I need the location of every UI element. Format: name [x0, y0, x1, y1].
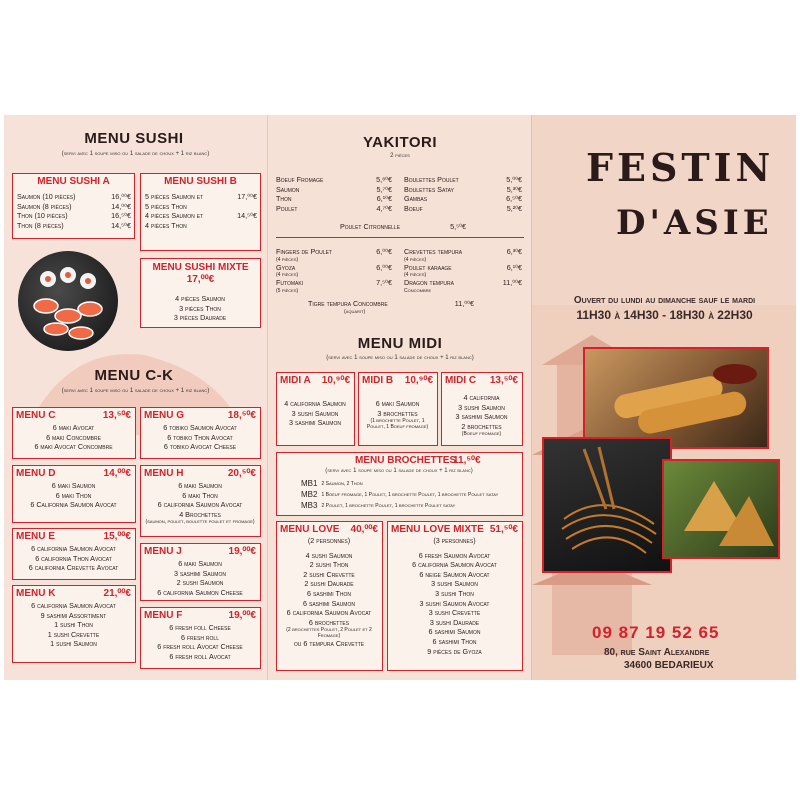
menu-midi-a-price: 10,⁹⁰€ — [321, 375, 350, 386]
brochette-row — [301, 500, 519, 511]
item-price: 16,⁵⁰€ — [111, 211, 131, 221]
menu-menu-d — [12, 465, 136, 523]
list-item: 3 sushi Saumon Avocat — [419, 598, 490, 608]
menu-row — [276, 247, 392, 257]
midi-subtitle: (servi avec 1 soupe miso ou 1 salade de choux + 1 riz blanc) — [326, 355, 474, 361]
menu-row — [404, 185, 522, 195]
list-item: 6 maki Saumon — [51, 481, 96, 490]
menu-name: MENU K — [16, 588, 56, 599]
menu-menu-j — [140, 543, 261, 601]
menu-row — [276, 204, 392, 214]
yakitori-left-list-2 — [276, 247, 392, 294]
menu-row — [276, 194, 392, 204]
menu-row — [276, 185, 392, 195]
midi-title: MENU MIDI — [357, 335, 443, 352]
list-item: 6 sashimi Saumon — [428, 627, 481, 637]
item-note: (4 pièces) — [404, 256, 427, 263]
menu-name: MENU G — [144, 410, 184, 421]
item-name: Saumon (8 pièces) — [17, 201, 72, 211]
item-name: Gyoza — [276, 262, 296, 272]
menu-sushi-mixte-price: 17,⁰⁰€ — [186, 274, 215, 285]
item-price: 14,⁵⁰€ — [237, 211, 257, 221]
list-item: 6 california Saumon Avocat — [157, 500, 243, 510]
persons-label: (3 personnes) — [433, 536, 476, 545]
list-item: 4 sushi Saumon — [305, 550, 353, 560]
list-item: 6 maki Thon — [55, 490, 92, 500]
menu-row — [17, 202, 131, 212]
item-note: (Boeuf fromage) — [461, 431, 502, 438]
item-note: (4 pièces) — [404, 272, 427, 279]
menu-row — [17, 221, 131, 231]
sushi-title: MENU SUSHI — [84, 130, 184, 147]
menu-sushi-b-items — [145, 192, 257, 230]
menu-items — [13, 423, 134, 452]
menu-love-mixte-price: 51,⁵⁰€ — [489, 524, 518, 535]
list-item: 3 sashimi Saumon — [174, 568, 226, 578]
list-item: 3 sashimi Saumon — [289, 418, 341, 428]
list-item: 2 brochettes — [461, 421, 502, 431]
opening-days: Ouvert du lundi au dimanche sauf le mardi — [573, 295, 756, 306]
item-name: Boulettes Poulet — [404, 175, 459, 184]
list-item: 6 fresh roll — [181, 632, 219, 642]
item-name: Gambas — [404, 194, 428, 204]
list-item: 6 fresh Saumon Avocat — [418, 550, 491, 560]
item-name: Poulet karaage — [404, 262, 452, 272]
item-price: 5,⁵⁰€ — [450, 222, 466, 231]
brand-name-2: D'ASIE — [616, 203, 773, 243]
list-item: 6 maki Avocat — [52, 423, 95, 432]
list-item: 6 tobiko Avocat Cheese — [163, 442, 237, 452]
list-item: 2 sushi Saumon — [176, 578, 224, 588]
menu-midi-b-items — [359, 399, 436, 430]
item-name: Futomaki — [276, 278, 304, 288]
list-item: 6 brochettes — [308, 617, 350, 627]
brand-name-1: FESTIN — [586, 145, 775, 190]
menu-items — [141, 423, 259, 452]
ck-subtitle: (servi avec 1 soupe miso ou 1 salade de choux + 1 riz blanc) — [61, 388, 210, 394]
panel-sushi-ck — [4, 115, 267, 680]
list-item: 6 tobiko Thon Avocat — [167, 432, 233, 442]
item-price: 5,⁸⁰€ — [376, 175, 392, 184]
item-price: 11,⁰⁰€ — [454, 299, 474, 308]
list-item: 2 sushi Thon — [309, 560, 349, 570]
item-name: Poulet Citronnelle — [340, 222, 401, 231]
item-name: 4 pièces Thon — [145, 220, 187, 230]
menu-brochettes-title: MENU BROCHETTES — [355, 455, 457, 466]
item-name: Thon (10 pièces) — [17, 211, 68, 221]
list-item: 9 pièces de Gyoza — [427, 646, 482, 656]
menu-love-mixte-title: MENU LOVE MIXTE — [391, 524, 484, 535]
item-price: 17,⁰⁰€ — [237, 192, 257, 201]
item-name: Boulettes Satay — [404, 184, 454, 194]
menu-row — [145, 211, 257, 221]
list-item: 6 california Saumon Avocat — [31, 601, 116, 610]
yakitori-tigre — [308, 299, 474, 315]
menu-love — [276, 521, 383, 671]
list-item: 6 california Saumon Avocat — [412, 560, 497, 570]
menu-items — [141, 623, 259, 661]
yakitori-right-list-2 — [404, 247, 522, 294]
item-price: 11,⁰⁰€ — [502, 278, 522, 288]
item-note: (4 pièces) — [276, 272, 299, 279]
address-line-1: 80, rue Saint Alexandre — [604, 647, 710, 658]
menu-row — [404, 263, 522, 273]
item-name: Boeuf — [404, 203, 423, 213]
list-item: 4 Brochettes — [179, 509, 221, 519]
menu-name: MENU E — [16, 531, 55, 542]
menu-menu-k — [12, 585, 136, 663]
sushi-photo — [18, 251, 118, 351]
list-item: 6 maki Saumon — [375, 399, 420, 408]
list-item: 9 sashimi Assortiment — [40, 610, 107, 620]
opening-hours: 11H30 à 14H30 - 18H30 à 22H30 — [576, 308, 753, 322]
menu-brochettes-subtitle: (servi avec 1 soupe miso ou 1 salade de choux + 1 riz blanc) — [325, 468, 473, 474]
list-item: 6 california Crevette Avocat — [28, 563, 119, 573]
menu-price: 19,⁰⁰€ — [228, 610, 256, 621]
item-price: 6,⁰⁰€ — [376, 262, 392, 272]
brochette-desc: 2 Saumon, 2 Thon — [321, 480, 363, 487]
menu-price: 18,⁵⁰€ — [227, 410, 256, 421]
menu-name: MENU F — [144, 610, 183, 621]
list-item: 4 pièces Saumon — [175, 294, 225, 303]
yakitori-left-list — [276, 175, 392, 213]
item-name: 4 pièces Saumon et — [145, 211, 204, 221]
menu-midi-c-price: 13,⁵⁰€ — [489, 375, 518, 386]
menu-sushi-a-items — [17, 192, 131, 230]
menu-midi-c-name: MIDI C — [445, 375, 477, 386]
list-item: 6 maki Avocat Concombre — [34, 442, 113, 452]
menu-sushi-a — [12, 173, 135, 239]
menu-row — [145, 221, 257, 231]
menu-items — [13, 544, 134, 573]
divider — [276, 237, 524, 238]
yakitori-title: YAKITORI — [362, 134, 438, 151]
menu-row — [276, 263, 392, 273]
menu-row — [404, 204, 522, 214]
list-item: 6 sashimi Thon — [307, 588, 351, 598]
menu-sushi-mixte-title: MENU SUSHI MIXTE — [152, 262, 249, 273]
menu-row — [17, 192, 131, 202]
list-item: ou 6 tempura Crevette — [293, 639, 365, 649]
menu-menu-h — [140, 465, 261, 537]
menu-menu-e — [12, 528, 136, 580]
menu-row — [276, 175, 392, 185]
list-item: 3 pièces Thon — [179, 303, 221, 313]
menu-price: 21,⁰⁰€ — [103, 588, 131, 599]
item-name: Saumon — [276, 184, 300, 194]
list-item: 6 maki Thon — [182, 490, 218, 500]
yakitori-right-list — [404, 175, 522, 213]
item-name: Crevettes tempura — [404, 247, 463, 256]
menu-items — [13, 601, 134, 649]
list-item: 6 california Saumon Cheese — [157, 587, 243, 597]
item-price: 5,³⁰€ — [506, 184, 522, 194]
menu-love-items — [277, 536, 381, 649]
menu-menu-c — [12, 407, 136, 459]
list-item: 6 maki Saumon — [178, 559, 222, 568]
menu-sushi-mixte-items — [141, 294, 259, 323]
item-price: 6,¹⁰€ — [506, 262, 522, 272]
menu-brochettes-price: 11,⁵⁰€ — [453, 455, 481, 466]
item-price: 14,⁰⁰€ — [111, 201, 131, 211]
brochette-row — [301, 478, 519, 489]
menu-midi-c-items — [442, 393, 521, 437]
item-name: Dragon tempura — [404, 278, 454, 288]
list-item: 6 maki Saumon — [178, 481, 222, 490]
list-item: 3 sashimi Saumon — [455, 412, 508, 422]
list-item: 3 sushi Thon — [435, 588, 474, 598]
list-item: 6 maki Concombre — [46, 432, 101, 442]
phone-number: 09 87 19 52 65 — [592, 623, 720, 642]
list-item: 6 fresh roll Avocat — [169, 651, 231, 661]
menu-sushi-a-title: MENU SUSHI A — [37, 176, 110, 187]
list-item: 4 california Saumon — [284, 399, 346, 408]
list-item: 6 fresh foll Cheese — [169, 623, 231, 632]
menu-items — [141, 559, 259, 597]
item-price: 16,⁰⁰€ — [111, 192, 131, 201]
brochette-desc: 2 Poulet, 1 brochette Poulet, 1 brochette Poulet satay — [321, 502, 456, 509]
menu-row — [404, 278, 522, 288]
menu-midi-a — [276, 372, 355, 446]
item-price: 6,⁵⁰€ — [506, 194, 522, 204]
list-item: 6 neige Saumon Avocat — [419, 569, 490, 579]
list-item: 6 fresh roll Avocat Cheese — [157, 642, 243, 652]
menu-midi-a-name: MIDI A — [280, 375, 311, 386]
item-note: (5 pièces) — [276, 287, 299, 294]
menu-price: 20,⁵⁰€ — [227, 468, 256, 479]
item-price: 5,⁷⁰€ — [376, 184, 392, 194]
list-item: 6 tobiko Saumon Avocat — [163, 423, 237, 432]
brochette-code: MB1 — [301, 479, 318, 488]
menu-row — [17, 211, 131, 221]
menu-sushi-b — [140, 173, 261, 251]
menu-row — [145, 192, 257, 202]
menu-midi-b — [358, 372, 438, 446]
item-price: 4,⁷⁰€ — [376, 203, 392, 213]
list-item: 3 pièces Daurade — [173, 313, 227, 323]
menu-price: 15,⁰⁰€ — [103, 531, 131, 542]
item-name: Fingers de Poulet — [276, 247, 332, 256]
item-price: 6,¹⁰€ — [376, 194, 392, 204]
list-item: 3 sushi Saumon — [431, 579, 478, 589]
menu-name: MENU J — [144, 546, 182, 557]
item-note: (4 pièces) — [276, 256, 299, 263]
item-name: Boeuf Fromage — [276, 175, 324, 184]
menu-midi-b-name: MIDI B — [362, 375, 394, 386]
brochette-code: MB3 — [301, 501, 318, 510]
list-item: 1 sushi Crevette — [47, 629, 100, 639]
brochette-desc: 1 Boeuf fromage, 1 Poulet, 1 brochette Poulet, 1 brochette Poulet satay — [321, 491, 499, 498]
persons-label: (2 personnes) — [307, 536, 351, 545]
menu-sushi-b-title: MENU SUSHI B — [164, 176, 237, 187]
menu-midi-c — [441, 372, 523, 446]
yakitori-citronnelle — [340, 222, 466, 232]
list-item: 1 sushi Saumon — [50, 639, 97, 649]
menu-name: MENU D — [16, 468, 56, 479]
menu-row — [404, 247, 522, 257]
samosa-photo — [662, 459, 780, 559]
list-item: 6 california Saumon Avocat — [31, 544, 116, 553]
item-name: Thon (8 pièces) — [17, 220, 64, 230]
item-price: 5,⁰⁰€ — [506, 175, 522, 184]
list-item: 3 sushi Saumon — [458, 402, 505, 412]
menu-items — [13, 481, 134, 510]
item-name: 5 pièces Saumon et — [145, 192, 204, 201]
address-line-2: 34600 BEDARIEUX — [624, 660, 714, 671]
item-name: Thon — [276, 194, 292, 204]
menu-midi-a-items — [277, 399, 353, 428]
list-item: 6 sashimi Thon — [432, 636, 477, 646]
menu-sushi-mixte — [140, 258, 261, 328]
brochette-row — [301, 489, 519, 500]
menu-menu-f — [140, 607, 261, 669]
menu-row — [404, 194, 522, 204]
item-name: Tigre tempura Concombre — [308, 299, 388, 308]
menu-items — [141, 481, 259, 525]
list-item: 2 sushi Daurade — [304, 579, 354, 589]
menu-price: 19,⁰⁰€ — [228, 546, 256, 557]
menu-row — [276, 278, 392, 288]
item-price: 6,³⁰€ — [506, 247, 522, 256]
list-item: 3 sushi Daurade — [429, 617, 480, 627]
item-name: Saumon (10 pièces) — [17, 192, 76, 201]
list-item: 6 sashimi Saumon — [303, 598, 355, 608]
ck-title: MENU C-K — [94, 367, 174, 384]
item-note: Concombre — [404, 287, 432, 294]
item-note: (aquarit) — [344, 308, 366, 315]
menu-name: MENU C — [16, 410, 56, 421]
menu-brochettes — [276, 452, 523, 516]
list-item: 2 sushi Crevette — [303, 569, 355, 579]
menu-flyer — [4, 115, 796, 680]
sushi-subtitle: (servi avec 1 soupe miso ou 1 salade de choux + 1 riz blanc) — [61, 151, 210, 157]
list-item: 4 california — [463, 393, 500, 402]
menu-brochettes-rows — [301, 478, 519, 511]
item-note: (2 brochettes Poulet, 2 Poulet et 2 Fromage) — [286, 627, 372, 640]
brochette-code: MB2 — [301, 490, 318, 499]
menu-love-mixte-items — [388, 536, 521, 656]
menu-price: 14,⁰⁰€ — [103, 468, 131, 479]
panel-brand — [531, 115, 796, 680]
item-note: (1 brochette Poulet, 1 Poulet, 1 Boeuf fromage) — [366, 418, 429, 431]
item-price: 7,⁵⁰€ — [376, 278, 392, 288]
menu-love-price: 40,⁰⁰€ — [350, 524, 378, 535]
menu-love-title: MENU LOVE — [280, 524, 340, 535]
item-name: 5 pièces Thon — [145, 201, 187, 211]
menu-row — [404, 175, 522, 185]
yakitori-subtitle: 2 pièces — [390, 153, 410, 159]
item-price: 5,²⁰€ — [506, 203, 522, 213]
list-item: 3 brochettes — [377, 408, 418, 418]
list-item: 3 sushi Saumon — [291, 408, 339, 418]
menu-price: 13,⁵⁰€ — [102, 410, 131, 421]
menu-row — [145, 202, 257, 212]
list-item: 6 California Saumon Avocat — [30, 500, 117, 510]
list-item: 1 sushi Thon — [54, 620, 93, 630]
list-item: 6 california Saumon Avocat — [286, 608, 372, 618]
panel-yakitori-midi — [267, 115, 531, 680]
menu-name: MENU H — [144, 468, 184, 479]
item-price: 6,⁰⁰€ — [376, 247, 392, 256]
list-item: 6 california Thon Avocat — [35, 553, 112, 563]
list-item: 3 sushi Crevette — [428, 608, 481, 618]
spring-rolls-photo — [583, 347, 769, 449]
item-name: Poulet — [276, 203, 298, 213]
item-price: 14,⁵⁰€ — [111, 220, 131, 230]
menu-midi-b-price: 10,⁹⁰€ — [404, 375, 433, 386]
noodles-photo — [542, 437, 672, 573]
menu-love-mixte — [387, 521, 523, 671]
menu-menu-g — [140, 407, 261, 459]
item-note: (saumon, poulet, boulette poulet et fromage) — [145, 519, 255, 526]
